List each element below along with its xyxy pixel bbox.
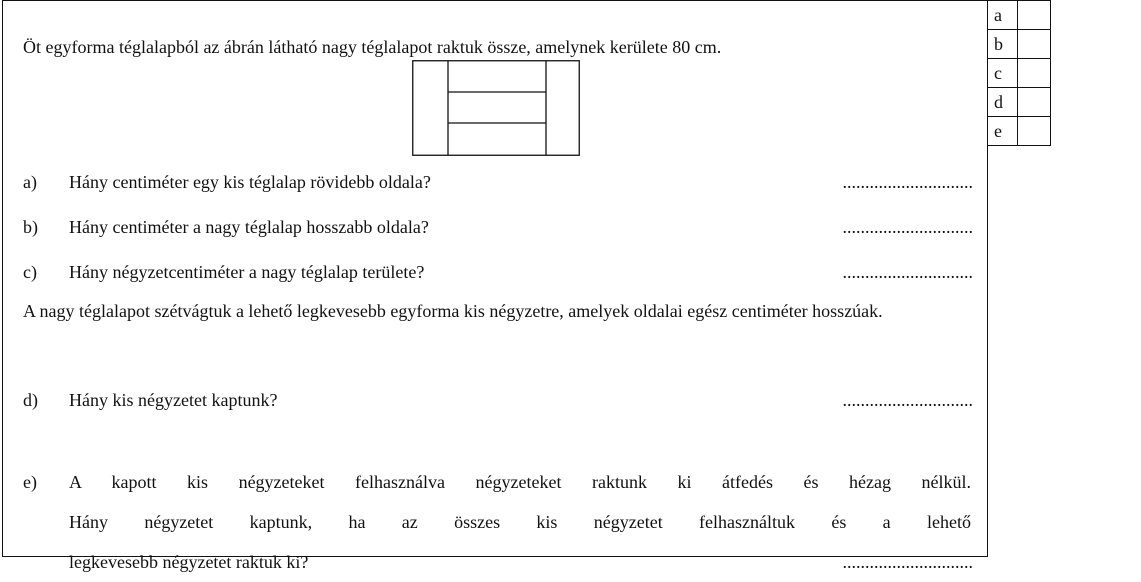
score-row-e	[988, 117, 1051, 146]
score-row-d	[988, 88, 1051, 117]
score-label-b: b	[988, 30, 1018, 59]
question-e-line-2: Hány négyzetet kaptunk, ha az összes kis négyzetet felhasználtuk és a lehető	[69, 512, 971, 532]
task-box	[2, 0, 988, 572]
question-e-letter: e)	[23, 472, 37, 492]
question-e-line-3-text: legkevesebb négyzetet raktuk ki?	[69, 552, 309, 572]
score-cell-b[interactable]	[1018, 30, 1051, 59]
question-e-line-1: A kapott kis négyzeteket felhasználva négyzeteket raktunk ki átfedés és hézag nélkül.	[69, 472, 971, 492]
task-intro: Öt egyforma téglalapból az ábrán látható nagy téglalapot raktuk össze, amelynek kerülete 80 cm.	[23, 37, 722, 57]
score-cell-e[interactable]	[1018, 117, 1051, 146]
question-b-answer-blank[interactable]: .............................	[842, 217, 973, 237]
cutting-paragraph: A nagy téglalapot szétvágtuk a lehető legkevesebb egyforma kis négyzetre, amelyek oldalai egész centiméter hosszúak.	[23, 301, 883, 321]
question-e-answer-blank[interactable]: .............................	[842, 552, 973, 572]
question-d-text: Hány kis négyzetet kaptunk?	[69, 390, 278, 410]
question-b-letter: b)	[23, 217, 38, 237]
question-a-text: Hány centiméter egy kis téglalap rövidebb oldala?	[69, 172, 431, 192]
question-a-answer-blank[interactable]: .............................	[842, 172, 973, 192]
question-b-text: Hány centiméter a nagy téglalap hosszabb oldala?	[69, 217, 429, 237]
question-c-letter: c)	[23, 262, 37, 282]
question-c-text: Hány négyzetcentiméter a nagy téglalap területe?	[69, 262, 425, 282]
score-row-a	[988, 1, 1051, 30]
rectangle-figure	[412, 60, 580, 156]
question-c-answer-blank[interactable]: .............................	[842, 262, 973, 282]
score-label-e: e	[988, 117, 1018, 146]
question-d-answer-blank[interactable]: .............................	[842, 390, 973, 410]
question-c	[23, 260, 973, 284]
score-row-b	[988, 30, 1051, 59]
score-cell-d[interactable]	[1018, 88, 1051, 117]
question-e-body	[69, 462, 971, 582]
score-cell-c[interactable]	[1018, 59, 1051, 88]
question-a-letter: a)	[23, 172, 37, 192]
score-label-a: a	[988, 1, 1018, 30]
question-a	[23, 170, 973, 194]
score-label-d: d	[988, 88, 1018, 117]
score-label-c: c	[988, 59, 1018, 88]
score-cell-a[interactable]	[1018, 1, 1051, 30]
question-d-letter: d)	[23, 390, 38, 410]
score-table	[987, 0, 1051, 146]
question-b	[23, 215, 973, 239]
score-row-c	[988, 59, 1051, 88]
big-rectangle	[413, 61, 580, 156]
question-d	[23, 388, 973, 412]
question-e-line-3	[69, 542, 971, 582]
